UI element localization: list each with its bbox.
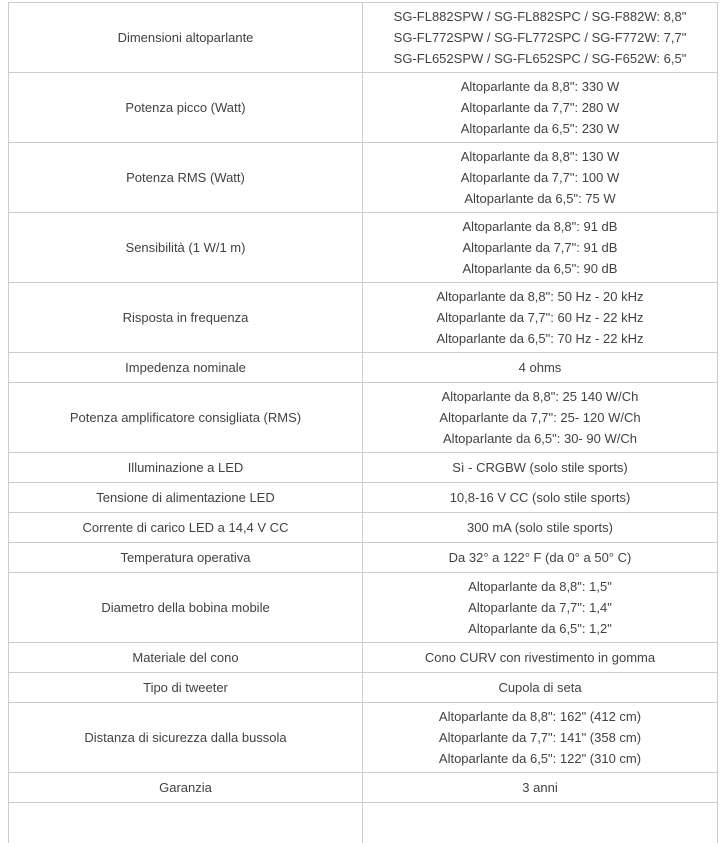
spec-table-row bbox=[9, 353, 717, 383]
spec-value bbox=[363, 643, 717, 672]
spec-value bbox=[363, 673, 717, 702]
spec-value bbox=[363, 353, 717, 382]
spec-value bbox=[363, 73, 717, 142]
spec-value-line: SG-FL882SPW / SG-FL882SPC / SG-F882W: 8,8" bbox=[393, 9, 687, 24]
spec-value-line: Altoparlante da 6,5": 75 W bbox=[464, 191, 616, 206]
spec-table-row bbox=[9, 453, 717, 483]
spec-value bbox=[363, 383, 717, 452]
spec-table-row bbox=[9, 73, 717, 143]
spec-value-line: Altoparlante da 8,8": 130 W bbox=[460, 149, 620, 164]
spec-label: Risposta in frequenza bbox=[9, 283, 363, 352]
spec-value-line: Altoparlante da 8,8": 330 W bbox=[460, 79, 620, 94]
spec-value bbox=[363, 573, 717, 642]
spec-value-line: 3 anni bbox=[522, 780, 558, 795]
spec-value-line: Altoparlante da 7,7": 100 W bbox=[460, 170, 620, 185]
spec-label: Sensibilità (1 W/1 m) bbox=[9, 213, 363, 282]
spec-label: Tipo di tweeter bbox=[9, 673, 363, 702]
spec-table-row bbox=[9, 483, 717, 513]
spec-value-line: Sì - CRGBW (solo stile sports) bbox=[452, 460, 628, 475]
spec-value-line: Altoparlante da 6,5": 70 Hz - 22 kHz bbox=[436, 331, 644, 346]
spec-value-line: Altoparlante da 7,7": 60 Hz - 22 kHz bbox=[436, 310, 644, 325]
spec-value-line: Altoparlante da 8,8": 91 dB bbox=[462, 219, 618, 234]
spec-table bbox=[8, 2, 718, 843]
spec-table-row bbox=[9, 283, 717, 353]
spec-label: Temperatura operativa bbox=[9, 543, 363, 572]
spec-value bbox=[363, 453, 717, 482]
spec-table-row bbox=[9, 143, 717, 213]
spec-label: Impedenza nominale bbox=[9, 353, 363, 382]
spec-label: Distanza di sicurezza dalla bussola bbox=[9, 703, 363, 772]
spec-table-row bbox=[9, 213, 717, 283]
spec-value bbox=[363, 213, 717, 282]
spec-label: Potenza amplificatore consigliata (RMS) bbox=[9, 383, 363, 452]
spec-value-line: SG-FL772SPW / SG-FL772SPC / SG-F772W: 7,7" bbox=[393, 30, 687, 45]
spec-value-line: Altoparlante da 7,7": 1,4" bbox=[468, 600, 612, 615]
spec-value-line: 300 mA (solo stile sports) bbox=[467, 520, 613, 535]
spec-table-row bbox=[9, 643, 717, 673]
spec-label bbox=[9, 803, 363, 843]
spec-value bbox=[363, 703, 717, 772]
spec-label: Garanzia bbox=[9, 773, 363, 802]
spec-table-row-partial bbox=[9, 803, 717, 843]
spec-value-line: Altoparlante da 7,7": 280 W bbox=[460, 100, 620, 115]
spec-table-row bbox=[9, 773, 717, 803]
spec-value bbox=[363, 3, 717, 72]
spec-value-line: Altoparlante da 8,8": 1,5" bbox=[468, 579, 612, 594]
spec-table-row bbox=[9, 703, 717, 773]
spec-value-line: Altoparlante da 7,7": 91 dB bbox=[462, 240, 618, 255]
spec-value-line: Altoparlante da 8,8": 25 140 W/Ch bbox=[441, 389, 639, 404]
spec-table-row bbox=[9, 383, 717, 453]
spec-label: Materiale del cono bbox=[9, 643, 363, 672]
spec-value-line: Altoparlante da 6,5": 122" (310 cm) bbox=[438, 751, 642, 766]
spec-value bbox=[363, 773, 717, 802]
spec-label: Dimensioni altoparlante bbox=[9, 3, 363, 72]
spec-value-line: Altoparlante da 6,5": 1,2" bbox=[468, 621, 612, 636]
spec-table-row bbox=[9, 673, 717, 703]
spec-label: Tensione di alimentazione LED bbox=[9, 483, 363, 512]
spec-value bbox=[363, 803, 717, 843]
spec-value bbox=[363, 543, 717, 572]
spec-table-row bbox=[9, 573, 717, 643]
spec-table-row bbox=[9, 543, 717, 573]
spec-label: Illuminazione a LED bbox=[9, 453, 363, 482]
spec-value bbox=[363, 483, 717, 512]
spec-value-line: Altoparlante da 7,7": 141" (358 cm) bbox=[438, 730, 642, 745]
spec-value-line: Cupola di seta bbox=[498, 680, 582, 695]
spec-label: Corrente di carico LED a 14,4 V CC bbox=[9, 513, 363, 542]
spec-value-line: Altoparlante da 8,8": 50 Hz - 20 kHz bbox=[436, 289, 644, 304]
spec-table-row bbox=[9, 3, 717, 73]
spec-value-line: Altoparlante da 6,5": 90 dB bbox=[462, 261, 618, 276]
spec-label: Diametro della bobina mobile bbox=[9, 573, 363, 642]
spec-value bbox=[363, 513, 717, 542]
spec-value bbox=[363, 143, 717, 212]
spec-label: Potenza picco (Watt) bbox=[9, 73, 363, 142]
spec-value-line: SG-FL652SPW / SG-FL652SPC / SG-F652W: 6,5" bbox=[393, 51, 687, 66]
spec-value-line: 4 ohms bbox=[518, 360, 562, 375]
spec-value-line: Altoparlante da 6,5": 230 W bbox=[460, 121, 620, 136]
spec-value-line: Cono CURV con rivestimento in gomma bbox=[424, 650, 656, 665]
spec-value-line: 10,8-16 V CC (solo stile sports) bbox=[449, 490, 631, 505]
spec-table-row bbox=[9, 513, 717, 543]
spec-value-line: Altoparlante da 6,5": 30- 90 W/Ch bbox=[443, 431, 637, 446]
spec-label: Potenza RMS (Watt) bbox=[9, 143, 363, 212]
spec-value-line: Da 32° a 122° F (da 0° a 50° C) bbox=[448, 550, 632, 565]
spec-value-line: Altoparlante da 8,8": 162" (412 cm) bbox=[438, 709, 642, 724]
spec-value-line: Altoparlante da 7,7": 25- 120 W/Ch bbox=[439, 410, 641, 425]
spec-value bbox=[363, 283, 717, 352]
